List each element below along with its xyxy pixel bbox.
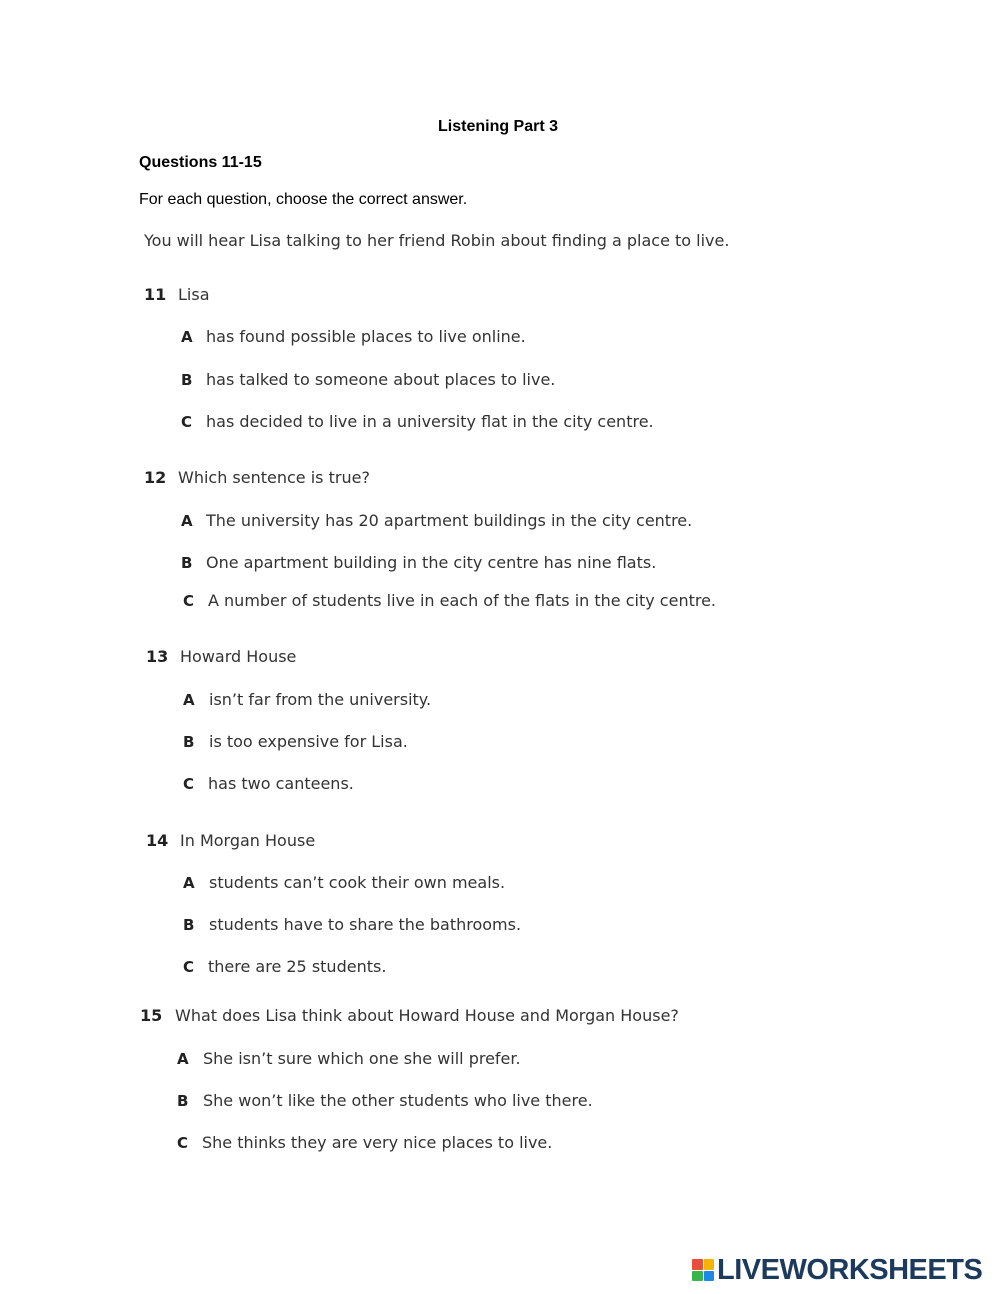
question-text: Lisa — [178, 285, 210, 304]
option-text: She thinks they are very nice places to live. — [202, 1133, 553, 1152]
option-text: She won’t like the other students who live there. — [203, 1091, 593, 1110]
option-letter: A — [183, 691, 195, 709]
option-letter: B — [183, 916, 195, 934]
liveworksheets-logo — [692, 1254, 982, 1286]
option-letter: C — [183, 592, 195, 610]
option-letter: A — [177, 1050, 189, 1068]
option-letter: A — [181, 512, 193, 530]
question-text: In Morgan House — [180, 831, 316, 850]
option-text: One apartment building in the city centre has nine flats. — [206, 553, 657, 572]
option-text: has talked to someone about places to live. — [206, 370, 556, 389]
question-number: 12 — [144, 468, 167, 487]
option-text: has found possible places to live online. — [206, 327, 526, 346]
logo-square — [704, 1271, 715, 1282]
option-text: there are 25 students. — [208, 957, 387, 976]
logo-square — [692, 1271, 703, 1282]
question-text: What does Lisa think about Howard House and Morgan House? — [175, 1006, 679, 1025]
option-letter: A — [181, 328, 193, 346]
option-letter: C — [177, 1134, 189, 1152]
logo-text: LIVEWORKSHEETS — [717, 1253, 983, 1286]
option-text: has two canteens. — [208, 774, 354, 793]
question-number: 13 — [146, 647, 169, 666]
question-number: 11 — [144, 285, 167, 304]
option-letter: C — [183, 775, 195, 793]
option-text: students can’t cook their own meals. — [209, 873, 506, 892]
question-number: 14 — [146, 831, 169, 850]
option-text: is too expensive for Lisa. — [209, 732, 408, 751]
page-title: Listening Part 3 — [438, 118, 559, 135]
question-text: Howard House — [180, 647, 297, 666]
option-text: She isn’t sure which one she will prefer. — [203, 1049, 521, 1068]
logo-squares-icon — [692, 1259, 714, 1281]
option-letter: C — [181, 413, 193, 431]
instruction-text: For each question, choose the correct answer. — [139, 191, 468, 208]
option-letter: C — [183, 958, 195, 976]
option-text: students have to share the bathrooms. — [209, 915, 522, 934]
option-letter: B — [177, 1092, 189, 1110]
option-letter: B — [181, 371, 193, 389]
logo-square — [692, 1259, 703, 1270]
question-text: Which sentence is true? — [178, 468, 370, 487]
logo-square — [704, 1259, 715, 1270]
option-text: isn’t far from the university. — [209, 690, 432, 709]
option-text: has decided to live in a university flat in the city centre. — [206, 412, 654, 431]
question-number: 15 — [140, 1006, 163, 1025]
intro-text: You will hear Lisa talking to her friend Robin about finding a place to live. — [144, 231, 730, 250]
option-letter: B — [181, 554, 193, 572]
option-text: A number of students live in each of the flats in the city centre. — [208, 591, 717, 610]
option-text: The university has 20 apartment buildings in the city centre. — [206, 511, 693, 530]
option-letter: B — [183, 733, 195, 751]
questions-heading: Questions 11-15 — [139, 154, 262, 171]
option-letter: A — [183, 874, 195, 892]
